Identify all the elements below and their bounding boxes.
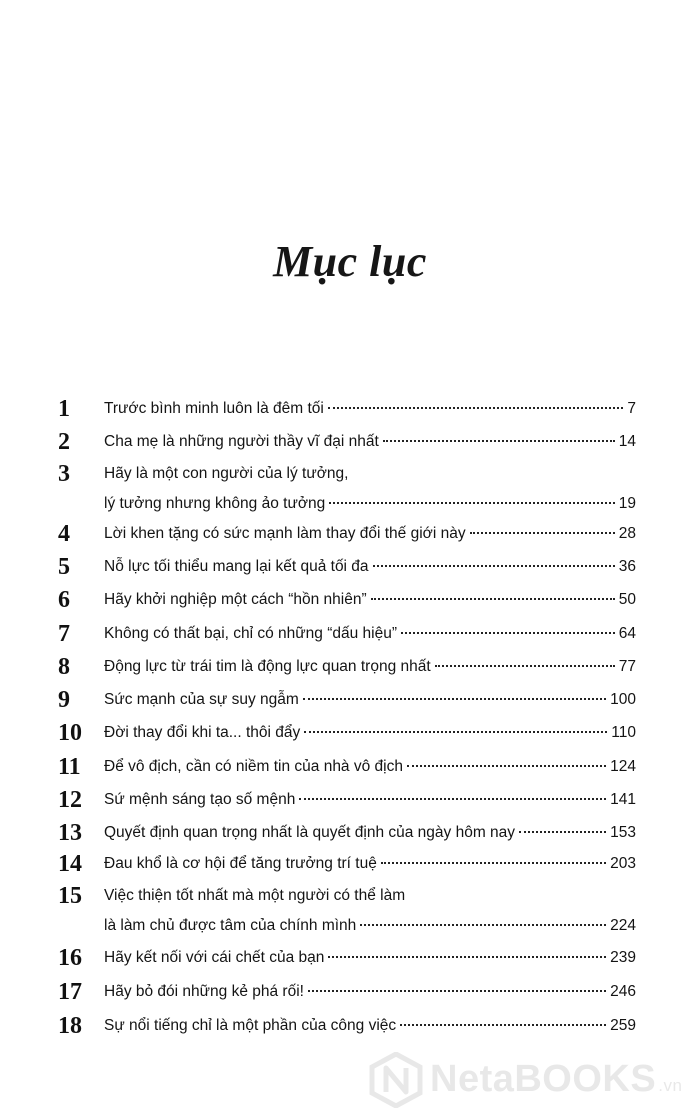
toc-line [104, 1013, 636, 1039]
chapter-number: 1 [58, 396, 70, 422]
page-number: 64 [618, 625, 636, 642]
toc-line [104, 654, 636, 680]
toc-line [104, 687, 636, 713]
page-number: 141 [610, 791, 636, 808]
dot-leader [371, 598, 615, 600]
dot-leader [360, 924, 606, 926]
chapter-number: 5 [58, 554, 70, 580]
page-number: 259 [610, 1017, 636, 1034]
watermark-text [430, 1058, 682, 1101]
dot-leader [304, 731, 607, 733]
dot-leader [519, 831, 606, 833]
chapter-title-line-2: lý tưởng nhưng không ảo tưởng [104, 495, 326, 512]
dot-leader [303, 698, 606, 700]
chapter-number: 6 [58, 587, 70, 613]
toc-line [104, 754, 636, 780]
chapter-title: Không có thất bại, chỉ có những “dấu hiệu” [104, 625, 398, 642]
chapter-number: 7 [58, 621, 70, 647]
chapter-title: Nỗ lực tối thiểu mang lại kết quả tối đa [104, 558, 369, 575]
chapter-number: 13 [58, 820, 82, 846]
chapter-title: Sự nổi tiếng chỉ là một phần của công việc [104, 1017, 397, 1034]
chapter-title: Động lực từ trái tim là động lực quan trọng nhất [104, 658, 431, 675]
chapter-title: Để vô địch, cần có niềm tin của nhà vô địch [104, 758, 403, 775]
chapter-title-line-1: Việc thiện tốt nhất mà một người có thể làm [104, 887, 406, 904]
chapter-number: 4 [58, 521, 70, 547]
toc-line [104, 979, 636, 1005]
toc-line [104, 587, 636, 613]
chapter-number: 14 [58, 851, 82, 877]
dot-leader [328, 407, 624, 409]
chapter-title: Trước bình minh luôn là đêm tối [104, 400, 324, 417]
toc-line [104, 461, 636, 487]
toc-line [104, 396, 636, 422]
page-number: 19 [618, 495, 636, 512]
page-number: 203 [610, 855, 636, 872]
dot-leader [400, 1024, 606, 1026]
toc-line [104, 851, 636, 877]
page-number: 239 [610, 949, 636, 966]
chapter-title: Hãy bỏ đói những kẻ phá rối! [104, 983, 304, 1000]
chapter-title: Sứ mệnh sáng tạo số mệnh [104, 791, 296, 808]
netabooks-logo-icon [368, 1052, 424, 1108]
chapter-number: 16 [58, 945, 82, 971]
chapter-title: Hãy kết nối với cái chết của bạn [104, 949, 325, 966]
chapter-number: 10 [58, 720, 82, 746]
page-number: 246 [610, 983, 636, 1000]
page-number: 110 [611, 724, 636, 741]
page-number: 7 [627, 400, 636, 417]
dot-leader [299, 798, 606, 800]
page-number: 28 [618, 525, 636, 542]
toc-line [104, 883, 636, 909]
page-number: 50 [618, 591, 636, 608]
chapter-title: Cha mẹ là những người thầy vĩ đại nhất [104, 433, 379, 450]
page-number: 153 [610, 824, 636, 841]
chapter-number: 3 [58, 461, 70, 487]
dot-leader [383, 440, 615, 442]
chapter-title: Hãy khởi nghiệp một cách “hồn nhiên” [104, 591, 367, 608]
toc-line [104, 720, 636, 746]
page-number: 14 [618, 433, 636, 450]
chapter-number: 9 [58, 687, 70, 713]
chapter-title: Đời thay đổi khi ta... thôi đẩy [104, 724, 301, 741]
chapter-number: 8 [58, 654, 70, 680]
dot-leader [308, 990, 606, 992]
dot-leader [407, 765, 606, 767]
page-number: 224 [610, 917, 636, 934]
page-title: Mục lục [273, 237, 427, 286]
chapter-title-line-2: là làm chủ được tâm của chính mình [104, 917, 357, 934]
chapter-title: Đau khổ là cơ hội để tăng trưởng trí tuệ [104, 855, 377, 872]
dot-leader [470, 532, 615, 534]
dot-leader [328, 956, 606, 958]
toc-line [104, 787, 636, 813]
page-number: 100 [610, 691, 636, 708]
chapter-title: Lời khen tặng có sức mạnh làm thay đổi thế giới này [104, 525, 466, 542]
watermark-name: NetaBOOKS [430, 1058, 657, 1100]
chapter-number: 17 [58, 979, 82, 1005]
netabooks-watermark [368, 1050, 698, 1110]
dot-leader [381, 862, 606, 864]
chapter-title-line-1: Hãy là một con người của lý tưởng, [104, 465, 349, 482]
toc-line [104, 491, 636, 517]
dot-leader [329, 502, 615, 504]
toc-line [104, 621, 636, 647]
dot-leader [435, 665, 615, 667]
chapter-title: Sức mạnh của sự suy ngẫm [104, 691, 299, 708]
chapter-number: 11 [58, 754, 81, 780]
watermark-suffix: .vn [658, 1076, 683, 1095]
chapter-number: 15 [58, 883, 82, 909]
chapter-number: 18 [58, 1013, 82, 1039]
chapter-number: 2 [58, 429, 70, 455]
chapter-title: Quyết định quan trọng nhất là quyết định của ngày hôm nay [104, 824, 516, 841]
dot-leader [373, 565, 615, 567]
toc-line [104, 820, 636, 846]
dot-leader [401, 632, 615, 634]
page-number: 124 [610, 758, 636, 775]
toc-line [104, 913, 636, 939]
page-number: 77 [618, 658, 636, 675]
page-number: 36 [618, 558, 636, 575]
toc-line [104, 429, 636, 455]
toc-line [104, 945, 636, 971]
toc-line [104, 554, 636, 580]
chapter-number: 12 [58, 787, 82, 813]
toc-line [104, 521, 636, 547]
